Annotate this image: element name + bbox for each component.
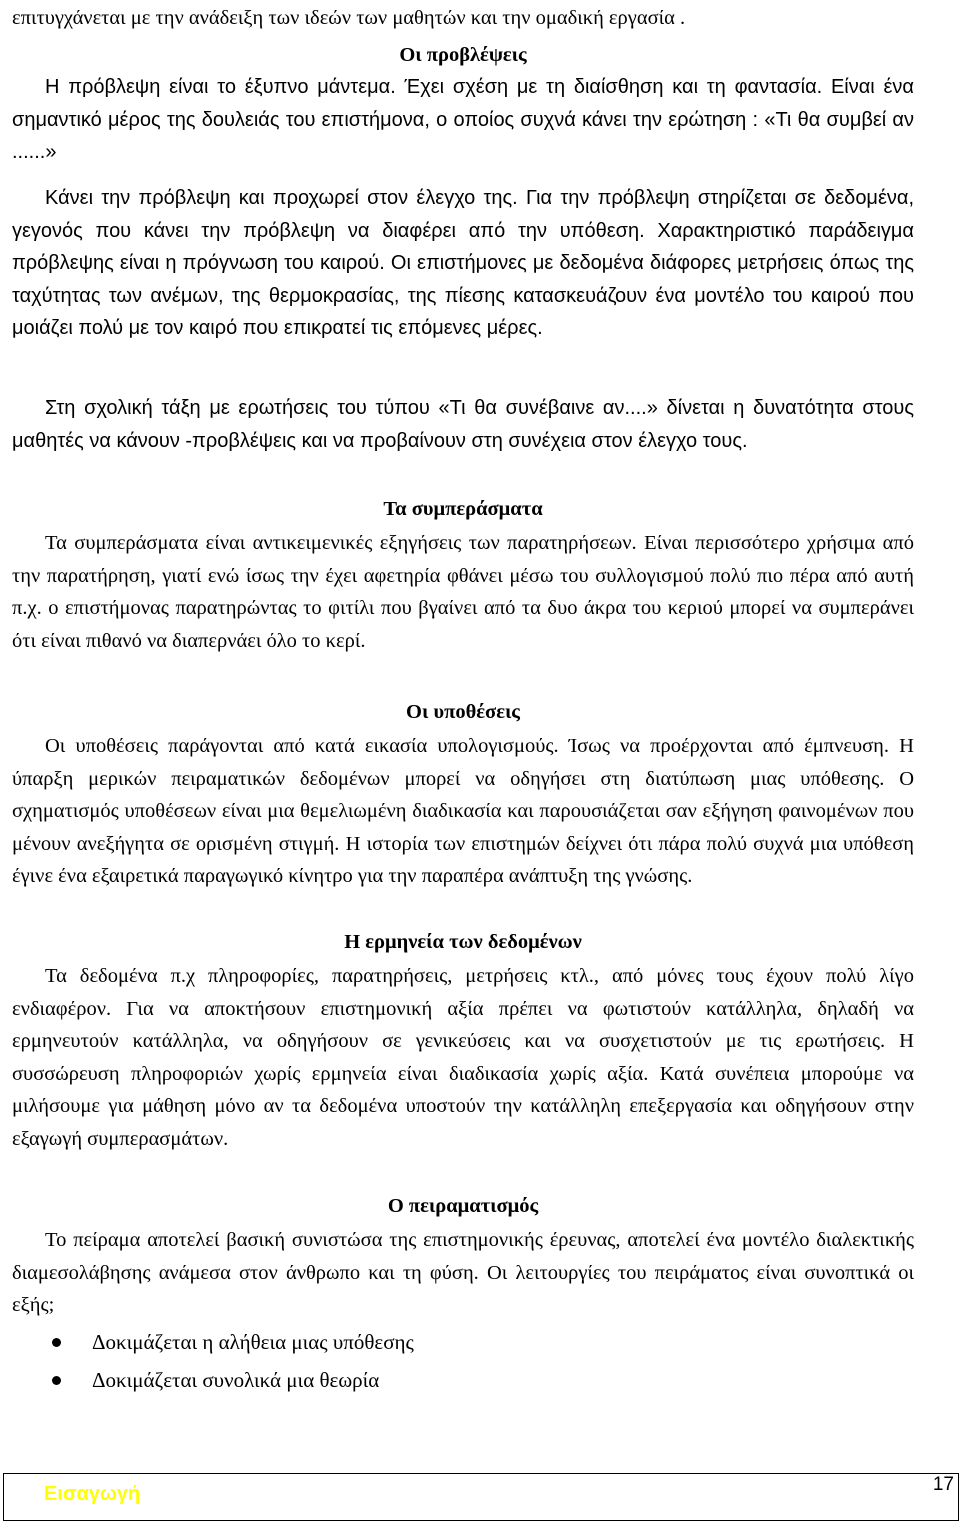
predictions-paragraph-3: Στη σχολική τάξη με ερωτήσεις του τύπου «Τι θα συνέβαινε αν....» δίνεται η δυνατότητα στους μαθητές να κάνουν -προβλέψεις και να προβαίνουν στη συνέχεια στον έλεγχο τους. <box>12 397 914 452</box>
experimentation-paragraph: Το πείραμα αποτελεί βασική συνιστώσα της επιστημονικής έρευνας, αποτελεί ένα μοντέλο διαλεκτικής διαμεσολάβησης ανάμεσα στον άνθρωπο και τη φύση. Οι λειτουργίες του πειράματος είναι συνοπτικά οι εξής; <box>12 1229 914 1317</box>
bullet-icon <box>52 1338 61 1347</box>
list-item-text: Δοκιμάζεται η αλήθεια μιας υπόθεσης <box>92 1330 414 1354</box>
page-footer <box>0 1470 960 1525</box>
predictions-paragraph-1: Η πρόβλεψη είναι το έξυπνο μάντεμα. Έχει σχέση με τη διαίσθηση και τη φαντασία. Είναι ένα σημαντικό μέρος της δουλειάς του επιστήμονα, ο οποίος συχνά κάνει την ερώτηση : «Τι θα συμβεί αν ......» <box>12 76 914 164</box>
heading-conclusions: Τα συμπεράσματα <box>383 498 543 520</box>
data-interpretation-paragraph: Τα δεδομένα π.χ πληροφορίες, παρατηρήσεις, μετρήσεις κτλ., από μόνες τους έχουν πολύ λίγο ενδιαφέρον. Για να αποκτήσουν επιστημονική αξία πρέπει να φωτιστούν κατάλληλα, δηλαδή να ερμηνευτούν κατάλληλα, να οδηγήσουν σε γενικεύσεις και να συσχετιστούν με τις ερωτήσεις. Η συσσώρευση πληροφοριών χωρίς ερμηνεία είναι διαδικασία χωρίς αξία. Κατά συνέπεια μπορούμε να μιλήσουμε για μάθηση μόνο αν τα δεδομένα υποστούν την κατάλληλη επεξεργασία και οδηγήσουν στην εξαγωγή συμπερασμάτων. <box>12 965 914 1150</box>
heading-predictions: Οι προβλέψεις <box>399 44 527 66</box>
predictions-paragraph-2: Κάνει την πρόβλεψη και προχωρεί στον έλεγχο της. Για την πρόβλεψη στηρίζεται σε δεδομένα, γεγονός που κάνει την πρόβλεψη να διαφέρει από την υπόθεση. Χαρακτηριστικό παράδειγμα πρόβλεψης είναι η πρόγνωση του καιρού. Οι επιστήμονες με δεδομένα διάφορες μετρήσεις όπως της ταχύτητας των ανέμων, της θερμοκρασίας, της πίεσης κατασκευάζουν ένα μοντέλο του καιρού που μοιάζει πολύ με τον καιρό που επικρατεί τις επόμενες μέρες. <box>12 187 914 340</box>
intro-fragment: επιτυγχάνεται με την ανάδειξη των ιδεών των μαθητών και την ομαδική εργασία . <box>12 7 686 29</box>
footer-frame <box>3 1473 959 1521</box>
heading-hypotheses: Οι υποθέσεις <box>406 701 520 723</box>
footer-chapter-label: Εισαγωγή <box>44 1483 141 1505</box>
page-number: 17 <box>932 1474 954 1495</box>
hypotheses-paragraph: Οι υποθέσεις παράγονται από κατά εικασία υπολογισμούς. Ίσως να προέρχονται από έμπνευση. Η ύπαρξη μερικών πειραματικών δεδομένων μπορεί να οδηγήσει στη διατύπωση μιας υπόθεσης. Ο σχηματισμός υποθέσεων είναι μια θεμελιωμένη διαδικασία και παρουσιάζεται σαν εξήγηση φαινομένων που μένουν ανεξήγητα σε ορισμένη στιγμή. Η ιστορία των επιστημών δείχνει ότι πάρα πολύ συχνά μια υπόθεση έγινε ένα εξαιρετικά παραγωγικό κίνητρο για την παραπέρα ανάπτυξη της γνώσης. <box>12 735 914 888</box>
heading-data-interpretation: Η ερμηνεία των δεδομένων <box>344 931 582 953</box>
list-item-text: Δοκιμάζεται συνολικά μια θεωρία <box>92 1368 380 1392</box>
bullet-icon <box>52 1376 61 1385</box>
heading-experimentation: Ο πειραματισμός <box>387 1195 539 1217</box>
conclusions-paragraph: Τα συμπεράσματα είναι αντικειμενικές εξηγήσεις των παρατηρήσεων. Είναι περισσότερο χρήσιμα από την παρατήρηση, γιατί ενώ ίσως την έχει αφετηρία φθάνει μέσω του συλλογισμού πολύ πιο πέρα από αυτή π.χ. ο επιστήμονας παρατηρώντας το φιτίλι που βγαίνει από τα δυο άκρα του κεριού μπορεί να συμπεράνει ότι είναι πιθανό να διαπερνάει όλο το κερί. <box>12 532 914 652</box>
